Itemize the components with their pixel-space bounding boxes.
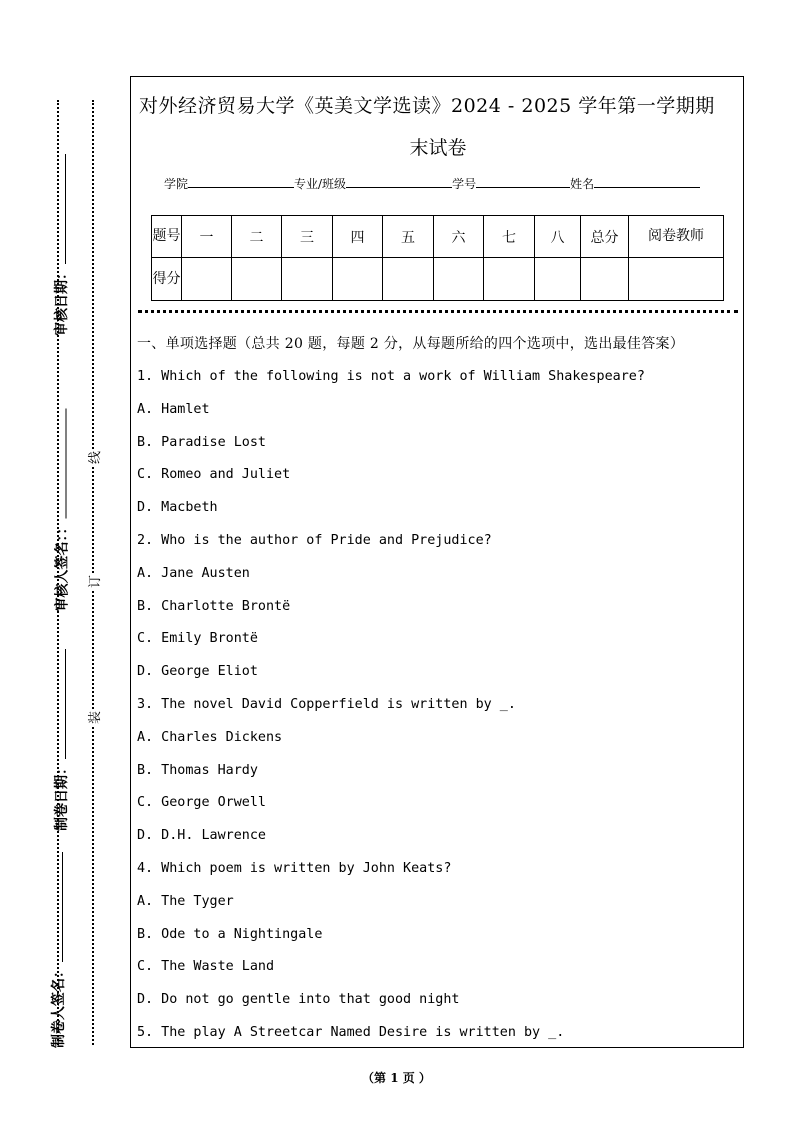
dotted-separator [138,310,738,313]
name-field[interactable] [594,176,700,188]
cut-mark-bind: 装 [84,709,103,726]
score-table-header-cell: 阅卷教师 [629,216,724,258]
score-table-header-cell: 四 [333,216,383,258]
option-line: D. D.H. Lawrence [137,828,266,844]
exam-title: 对外经济贸易大学《英美文学选读》2024 - 2025 学年第一学期期 [139,95,715,117]
option-line: B. Charlotte Brontë [137,598,291,614]
score-table-header-cell: 七 [484,216,535,258]
score-cell[interactable] [383,258,434,301]
section-one-heading: 一、单项选择题（总共 20 题，每题 2 分，从每题所给的四个选项中，选出最佳答案） [137,336,685,352]
option-line: B. Ode to a Nightingale [137,926,323,942]
option-line: A. The Tyger [137,893,234,909]
option-line: A. Hamlet [137,401,210,417]
option-line: C. Romeo and Juliet [137,467,291,483]
major-class-label: 专业/班级 [294,177,347,191]
score-table-header-cell: 题号 [152,216,182,258]
college-field[interactable] [188,176,294,188]
page-number: （第 1 页 ） [362,1071,431,1085]
score-table-header-cell: 三 [282,216,333,258]
score-cell[interactable] [535,258,581,301]
option-line: A. Jane Austen [137,565,250,581]
student-id-label: 学号 [452,177,477,191]
option-line: D. George Eliot [137,664,258,680]
option-line: C. The Waste Land [137,959,275,975]
option-line: B. Paradise Lost [137,434,266,450]
score-cell[interactable] [282,258,333,301]
score-cell[interactable] [434,258,484,301]
exam-paper-frame [130,76,744,1048]
score-cell[interactable] [232,258,282,301]
score-cell[interactable] [182,258,232,301]
option-line: C. George Orwell [137,795,266,811]
name-label: 姓名 [570,177,595,191]
college-label: 学院 [164,177,189,191]
score-table-header-cell: 五 [383,216,434,258]
student-info-row [164,175,700,192]
question-line: 5. The play A Streetcar Named Desire is written by _. [137,1024,565,1040]
student-id-field[interactable] [476,176,570,188]
review-date-label: 审核日期： [51,154,71,336]
question-line: 4. Which poem is written by John Keats? [137,860,452,876]
paper-date-label: 制卷日期： [51,649,71,831]
question-line: 2. Who is the author of Pride and Prejudice? [137,532,492,548]
reviewer-signature-label: 审核人签名：： [52,409,72,612]
option-line: D. Do not go gentle into that good night [137,992,460,1008]
score-row-label: 得分 [152,258,182,301]
score-cell[interactable] [484,258,535,301]
option-line: C. Emily Brontë [137,631,258,647]
score-cell[interactable] [333,258,383,301]
score-table-header-cell: 六 [434,216,484,258]
major-class-field[interactable] [346,176,452,188]
question-line: 1. Which of the following is not a work of William Shakespeare? [137,369,645,384]
score-table-header-cell: 一 [182,216,232,258]
score-table-header-cell: 二 [232,216,282,258]
cut-mark-staple: 订 [84,573,103,590]
cut-mark-line: 线 [84,449,103,466]
score-table [151,215,724,301]
option-line: B. Thomas Hardy [137,762,258,778]
score-cell[interactable] [581,258,629,301]
question-list [137,367,645,1056]
paper-maker-signature-label: 制卷人签名： [48,852,68,1048]
question-line: 3. The novel David Copperfield is written by _. [137,696,516,712]
score-table-header-cell: 总分 [581,216,629,258]
option-line: D. Macbeth [137,500,218,516]
score-cell[interactable] [629,258,724,301]
score-table-header-cell: 八 [535,216,581,258]
option-line: A. Charles Dickens [137,729,283,745]
exam-subtitle: 末试卷 [409,137,467,159]
